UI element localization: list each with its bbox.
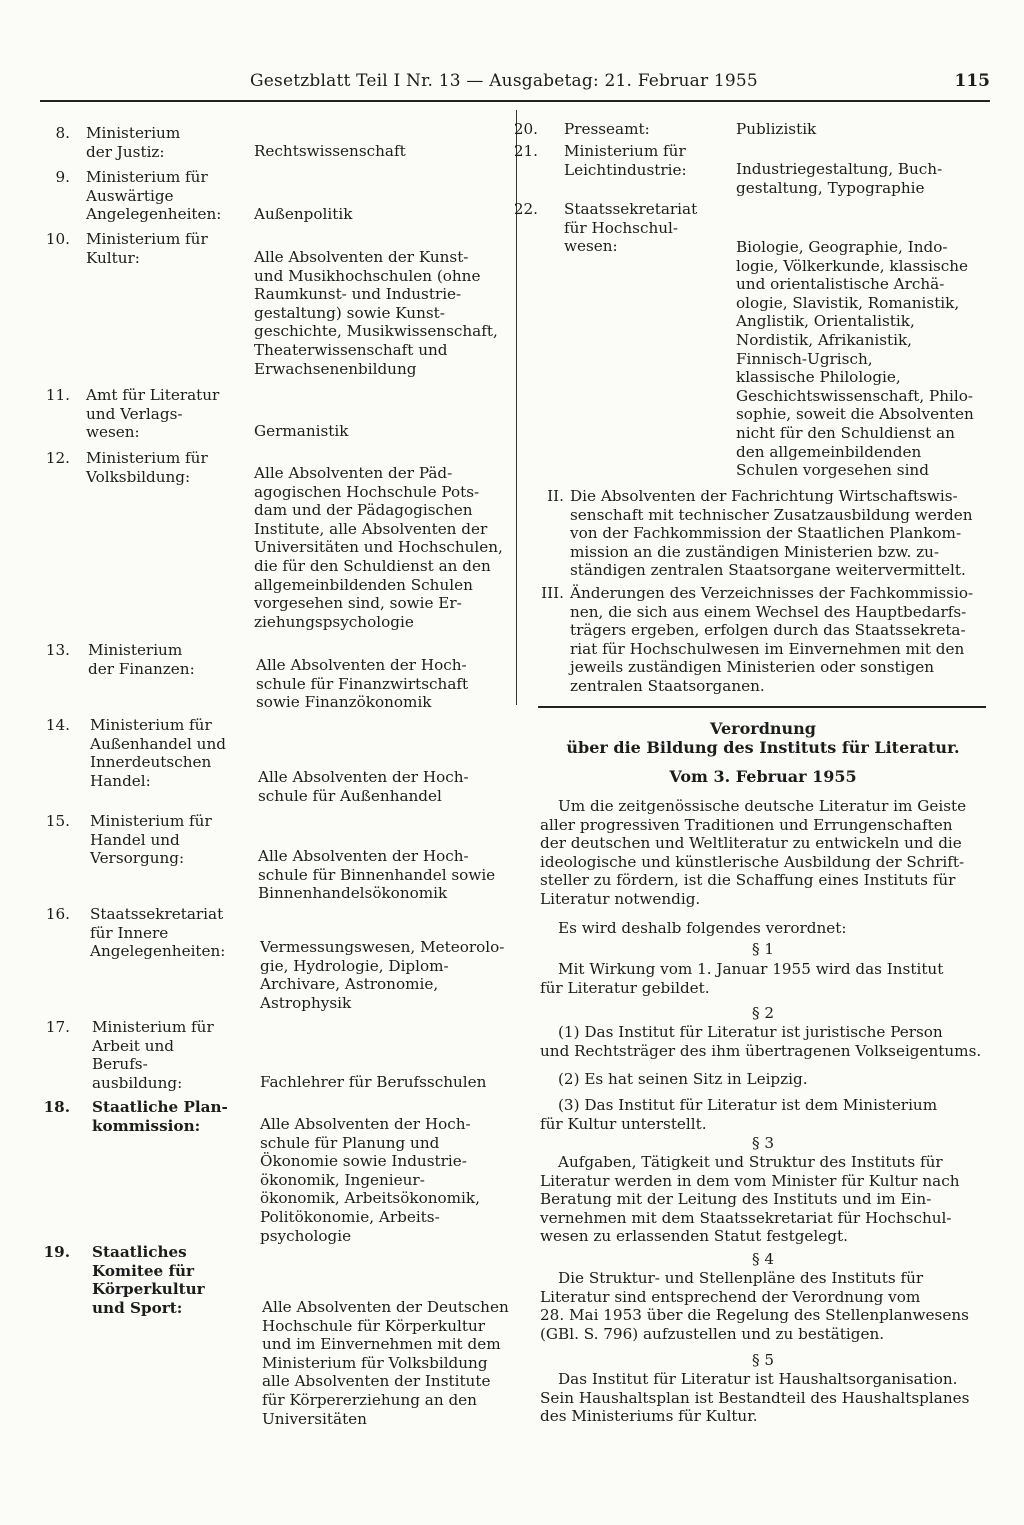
field-of-study: Alle Absolventen der Päd- agogischen Hochschule Pots- dam und der Pädagogischen Institute, alle Absolventen der Universitäten und Hochschulen, die für den Schuldienst an den allgemeinbildenden Schulen vorgesehen sind, sowie Er- ziehungspsychologie: [254, 464, 503, 631]
ministry-name: Staatliche Plan- kommission:: [92, 1098, 228, 1135]
ministry-name: Presseamt:: [564, 120, 650, 138]
section-text: (2) Es hat seinen Sitz in Leipzig.: [558, 1070, 808, 1088]
field-of-study: Alle Absolventen der Hoch- schule für Binnenhandel sowie Binnenhandelsökonomik: [258, 847, 496, 903]
field-of-study: Fachlehrer für Berufsschulen: [260, 1073, 487, 1091]
ministry-name: Staatssekretariat für Innere Angelegenheiten:: [90, 905, 226, 961]
item-number: 13.: [45, 641, 70, 659]
roman-number: III.: [541, 584, 564, 602]
field-of-study: Vermessungswesen, Meteorolo- gie, Hydrologie, Diplom- Archivare, Astronomie, Astrophysik: [260, 938, 505, 1012]
section-text: (3) Das Institut für Literatur ist dem Ministerium für Kultur unterstellt.: [540, 1096, 938, 1133]
item-number: 10.: [45, 230, 70, 248]
section-heading: § 4: [751, 1250, 775, 1268]
item-number: 18.: [43, 1098, 70, 1116]
ministry-name: Ministerium für Volksbildung:: [86, 449, 208, 486]
field-of-study: Alle Absolventen der Hoch- schule für Außenhandel: [258, 768, 469, 805]
section-heading: § 5: [751, 1351, 775, 1369]
item-number: 22.: [513, 200, 538, 218]
ordinance-subtitle: über die Bildung des Instituts für Literatur.: [566, 738, 960, 757]
section-rule: [538, 706, 986, 708]
ministry-name: Ministerium für Kultur:: [86, 230, 208, 267]
field-of-study: Alle Absolventen der Hoch- schule für Planung und Ökonomie sowie Industrie- ökonomik, Ingenieur- ökonomik, Arbeitsökonomik, Politökonomie, Arbeits- psychologie: [260, 1115, 480, 1245]
item-number: 9.: [55, 168, 70, 186]
field-of-study: Alle Absolventen der Kunst- und Musikhochschulen (ohne Raumkunst- und Industrie- gestaltung) sowie Kunst- geschichte, Musikwissenschaft, Theaterwissenschaft und Erwachsenenbildung: [254, 248, 498, 378]
page-number: 115: [954, 71, 990, 91]
roman-text: Die Absolventen der Fachrichtung Wirtschaftswis- senschaft mit technischer Zusatzausbildung werden von der Fachkommission der Staatlichen Plankom- mission an die zuständigen Ministerien bzw. zu- ständigen zentralen Staatsorgane weitervermittelt.: [570, 487, 973, 580]
field-of-study: Industriegestaltung, Buch- gestaltung, Typographie: [736, 160, 943, 197]
field-of-study: Alle Absolventen der Hoch- schule für Finanzwirtschaft sowie Finanzökonomik: [256, 656, 469, 712]
ministry-name: Ministerium für Leichtindustrie:: [564, 142, 687, 179]
roman-number: II.: [547, 487, 564, 505]
item-number: 11.: [45, 386, 70, 404]
ordinance-date: Vom 3. Februar 1955: [669, 767, 857, 786]
item-number: 21.: [513, 142, 538, 160]
ordinance-preamble: Um die zeitgenössische deutsche Literatur im Geiste aller progressiven Traditionen und Errungenschaften der deutschen und Weltliteratur zu entwickeln und die ideologische und künstlerische Ausbildung der Schrift- steller zu fördern, ist die Schaffung eines Instituts für Literatur notwendig.: [540, 797, 967, 908]
ministry-name: Staatliches Komitee für Körperkultur und Sport:: [92, 1243, 205, 1317]
header-rule: [40, 100, 990, 102]
section-heading: § 1: [751, 940, 775, 958]
ministry-name: Ministerium der Finanzen:: [88, 641, 195, 678]
section-heading: § 2: [751, 1004, 775, 1022]
item-number: 20.: [513, 120, 538, 138]
field-of-study: Alle Absolventen der Deutschen Hochschule für Körperkultur und im Einvernehmen mit dem Ministerium für Volksbildung alle Absolventen der Institute für Körpererziehung an den Universitäten: [262, 1298, 509, 1428]
field-of-study: Biologie, Geographie, Indo- logie, Völkerkunde, klassische und orientalistische Archä- ologie, Slavistik, Romanistik, Anglistik, Orientalistik, Nordistik, Afrikanistik, Finnisch-Ugrisch, klassische Philologie, Geschichtswissenschaft, Philo- sophie, soweit die Absolventen nicht für den Schuldienst an den allgemeinbildenden Schulen vorgesehen sind: [736, 238, 974, 480]
section-text: Die Struktur- und Stellenpläne des Instituts für Literatur sind entsprechend der Verordnung vom 28. Mai 1953 über die Regelung des Stellenplanwesens (GBl. S. 796) aufzustellen und zu bestätigen.: [540, 1269, 969, 1343]
ordinance-decree: Es wird deshalb folgendes verordnet:: [558, 919, 847, 937]
item-number: 8.: [55, 124, 70, 142]
ministry-name: Ministerium für Auswärtige Angelegenheiten:: [86, 168, 222, 224]
field-of-study: Publizistik: [736, 120, 817, 138]
ministry-name: Staatssekretariat für Hochschul- wesen:: [564, 200, 698, 256]
item-number: 17.: [45, 1018, 70, 1036]
header-title: Gesetzblatt Teil I Nr. 13 — Ausgabetag: 21. Februar 1955: [250, 71, 758, 91]
section-heading: § 3: [751, 1134, 775, 1152]
roman-text: Änderungen des Verzeichnisses der Fachkommissio- nen, die sich aus einem Wechsel des Hauptbedarfs- trägers ergeben, erfolgen durch das Staatssekreta- riat für Hochschulwesen im Einvernehmen mit den jeweils zuständigen Ministerien oder sonstigen zentralen Staatsorganen.: [570, 584, 974, 695]
ministry-name: Ministerium für Außenhandel und Innerdeutschen Handel:: [90, 716, 226, 790]
field-of-study: Außenpolitik: [254, 205, 353, 223]
field-of-study: Rechtswissenschaft: [254, 142, 406, 160]
ordinance-title: Verordnung: [710, 719, 816, 738]
section-text: Aufgaben, Tätigkeit und Struktur des Instituts für Literatur werden in dem vom Minister für Kultur nach Beratung mit der Leitung des Instituts und im Ein- vernehmen mit dem Staatssekretariat für Hochschul- wesen zu erlassenden Statut festgelegt.: [540, 1153, 960, 1246]
page-header: [250, 72, 990, 96]
ministry-name: Ministerium für Handel und Versorgung:: [90, 812, 212, 868]
section-text: (1) Das Institut für Literatur ist juristische Person und Rechtsträger des ihm übertragenen Volkseigentums.: [540, 1023, 982, 1060]
field-of-study: Germanistik: [254, 422, 349, 440]
section-text: Das Institut für Literatur ist Haushaltsorganisation. Sein Haushaltsplan ist Bestandteil des Haushaltsplanes des Ministeriums für Kultur.: [540, 1370, 970, 1426]
item-number: 15.: [45, 812, 70, 830]
section-text: Mit Wirkung vom 1. Januar 1955 wird das Institut für Literatur gebildet.: [540, 960, 944, 997]
item-number: 16.: [45, 905, 70, 923]
ministry-name: Amt für Literatur und Verlags- wesen:: [86, 386, 220, 442]
ministry-name: Ministerium der Justiz:: [86, 124, 181, 161]
item-number: 12.: [45, 449, 70, 467]
item-number: 14.: [45, 716, 70, 734]
item-number: 19.: [43, 1243, 70, 1261]
ministry-name: Ministerium für Arbeit und Berufs- ausbildung:: [92, 1018, 214, 1092]
